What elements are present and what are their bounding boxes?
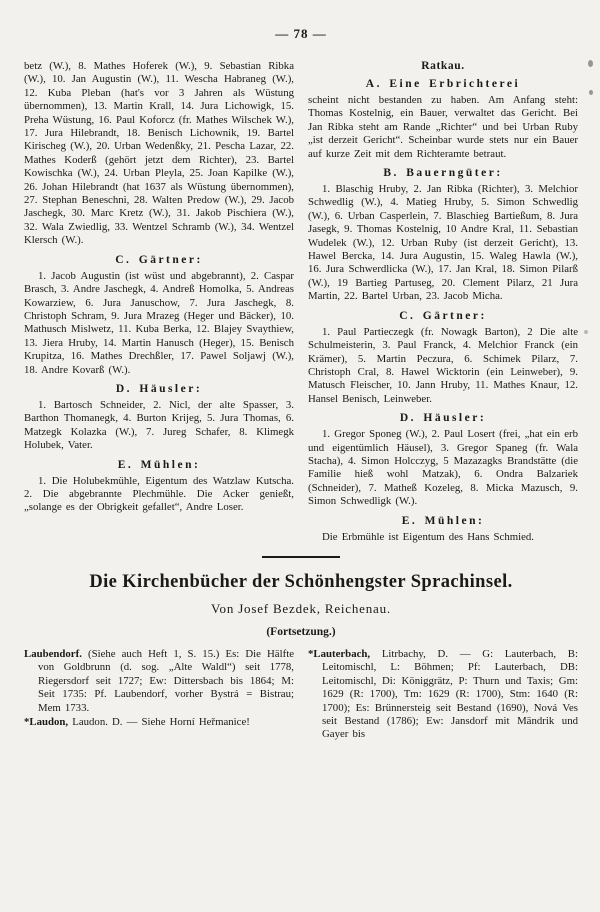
section-divider-rule — [262, 556, 340, 558]
heading-bauernguetter: B. Bauerngüter: — [383, 167, 503, 180]
heading-muehlen-right: E. Mühlen: — [401, 514, 485, 527]
paragraph-muehlen-left: 1. Die Holubekmühle, Eigentum des Watzlaw Kutscha. 2. Die abgebrannte Plechmühle. Die Acker genießt, „solange es der Obrigkeit gefallet“, Andre Loser. — [24, 474, 294, 514]
entry-term: *Laudon, — [24, 716, 69, 728]
article2-left-column — [24, 648, 294, 743]
paragraph-gaertner-left: 1. Jacob Augustin (ist wüst und abgebrannt), 2. Caspar Brasch, 3. Andre Jaschegk, 4. Andreß Homolka, 5. Andreas Kowarziew, 6. Jura Januschow, 7. Jura Jaschegk, 8. Christoph Schram, 9. Jura Mrazeg (Heger und Bäcker), 10. Mathusch Mislwetz, 11. Kuba Berka, 12. Blajey Svaythiew, 13. Jiera Hruby, 14. Martin Hanusch (Heger), 15. Benisch Krupitza, 16. Mathes Drechßler, 17. Pawel Soljawj (W.), 18. Andre Kovarß (W.). — [24, 269, 294, 376]
article1-left-column — [24, 60, 294, 544]
entry-term: *Lauterbach, — [308, 647, 371, 660]
heading-haeusler-left: D. Häusler: — [115, 382, 203, 395]
article1-columns — [24, 60, 578, 544]
paragraph-muehlen-right: Die Erbmühle ist Eigentum des Hans Schmied. — [322, 530, 535, 543]
heading-village-ratkau: Ratkau. — [421, 60, 465, 72]
heading-gaertner-left: C. Gärtner: — [115, 253, 203, 266]
paragraph-bauernguetter: 1. Blaschig Hruby, 2. Jan Ribka (Richter), 3. Melchior Schwedlig (W.), 4. Matieg Hruby, 5. Simon Schwedlig (W.), 6. Urban Casperlein, 7. Blaschieg Bartießum, 8. Jura Jasegk, 9. Thomas Kostelnig, 10 Andre Kral, 11. Sebastian Wudelek (W.), 12. Urban Ruby (ist derzeit Gericht), 13. Hawel Bercka, 14. Jura Augustin, 15. Waleg Hawla (W.), 16. Jura Schwerdlicka (W.), 17. Jan Kral, 18. Simon Pilarß (W.), 19 Bartieg Partuseg, 20. Clement Pilarz, 21 Jura Martin, 22. Bartel Urban, 23. Jacob Micha. — [308, 183, 578, 303]
page-number: — 78 — — [275, 26, 327, 41]
article2-continuation-note: (Fortsetzung.) — [266, 625, 336, 638]
heading-haeusler-right: D. Häusler: — [399, 412, 487, 425]
article2-title: Die Kirchenbücher der Schönhengster Sprachinsel. — [89, 571, 513, 592]
scan-speck — [584, 330, 588, 334]
heading-gaertner-right: C. Gärtner: — [399, 309, 487, 322]
paragraph-gaertner-right: 1. Paul Partieczegk (fr. Nowagk Barton), 2 Die alte Schulmeisterin, 3. Paul Franck, 4. Melchior Franck (ein Krämer), 5. Martin Peczura, 6. Schimek Pilarz, 7. Christoph Cral, 8. Hawel Wicktorin (ein Leinweber), 9. Matusch Fleischer, 10. Jann Hruby, 11. Mathes Knaur, 12. Hansel Benisch, Leinweber. — [308, 325, 578, 405]
entry-text: (Siehe auch Heft 1, S. 15.) Es: Die Hälfte von Goldbrunn (d. sog. „Alte Waldl“) seit 1778, Riegersdorf seit 1727; Ew: Dittersbach bis 1864; M: Seit 1735: Pf. Laubendorf, vorher Bystrá = Bistrau; Mem 1733. — [38, 647, 294, 714]
entry-text: Laudon. D. — Siehe Horní Heřmanice! — [72, 716, 250, 728]
paragraph-bauern-continuation: betz (W.), 8. Mathes Hoferek (W.), 9. Sebastian Ribka (W.), 10. Jan Augustin (W.), 11. Wescha Habraneg (W.), 12. Kuba Pleban (hat's vor 3 Jahren als Wüstung übernommen), 13. Martin Krall, 14. Jura Lichowigk, 15. Preha Wüstung, 16. Paul Koforcz (fr. Mathes Wilschek W.), 17. Jura Hilebrandt, 18. Benisch Lichownik, 19. Bartel Kirischeg (W.), 20. Urban Wedenßky, 21. Pescha Lazar, 22. Mathes Koderß (gehört jetzt dem Richter), 23. Bartel Kowischka (W.), 24. Urban Pleyla, 25. Joan Kapilke (W.), 26. Johan Hilebrandt (hat 1637 als Wüstung übernommen), 27. Stephan Beneschni, 28. Walten Predow (W.), 29. Jacob Jaschegk, 30. Marc Kretz (W.), 31. Jakob Pischiera (W.), 32. Wala Zwiedlig, 33. Wentzel Schramb (W.), 34. Wentzel Klersch (W.). — [24, 60, 294, 247]
entry-text: Litrbachy, D. — G: Lauterbach, B: Leitomischl, L: Böhmen; Pf: Lauterbach, DB: Leitomischl, Di: Königgrätz, P: Thurn und Taxis; Gm: 1629 (R: 1700), Tm: 1629 (R: 1700), Stm: 1640 (R: 1700); Es: Brünnersteig seit Bestand (1690), Nová Ves seit Bestand (1786); Ew: Jansdorf mit Mändrik und Gayer bis — [322, 647, 578, 741]
article1-right-column — [308, 60, 578, 544]
article2-byline: Von Josef Bezdek, Reichenau. — [211, 600, 391, 616]
heading-muehlen-left: E. Mühlen: — [117, 458, 201, 471]
paragraph-haeusler-right: 1. Gregor Sponeg (W.), 2. Paul Losert (frei, „hat ein erb und eigentümlich Häusel), 3. Gregor Spaneg (fr. Wala Stacha), 4. Simon Holcczyg, 5 Mazazagks Brandstätte (die Familie hieß wohl Matzak), 6. Ondra Balzariek (Schneider), 7. Matheß Kozeleg, 8. Micka Mazusch, 9. Simon Schwedligk (W.). — [308, 428, 578, 508]
heading-erbrichterei: A. Eine Erbrichterei — [365, 78, 521, 90]
article2-right-column — [308, 648, 578, 743]
scan-speck — [589, 90, 593, 95]
entry-laubendorf — [24, 648, 294, 715]
entry-term: Laubendorf. — [24, 647, 82, 660]
entry-lauterbach — [308, 648, 578, 742]
paragraph-erbrichterei: scheint nicht bestanden zu haben. Am Anfang steht: Thomas Kostelnig, ein Bauer, verwaltet das Gericht. Bei Jan Ribka steht am Rande „Richter“ und bei Urban Ruby „ist derzeit Gericht“. Scheinbar wurde stets nur ein Bauer auf kurze Zeit mit dem Richteramte betraut. — [308, 94, 578, 160]
entry-laudon — [24, 716, 294, 729]
paragraph-haeusler-left: 1. Bartosch Schneider, 2. Nicl, der alte Spasser, 3. Barthon Thomanegk, 4. Burton Krijeg, 5. Jura Thomas, 6. Matzegk Kolazka (W.), 7. Jureg Schafer, 8. Klimegk Holubek, Vater. — [24, 398, 294, 452]
article2-columns — [24, 648, 578, 743]
scan-speck — [588, 60, 593, 67]
